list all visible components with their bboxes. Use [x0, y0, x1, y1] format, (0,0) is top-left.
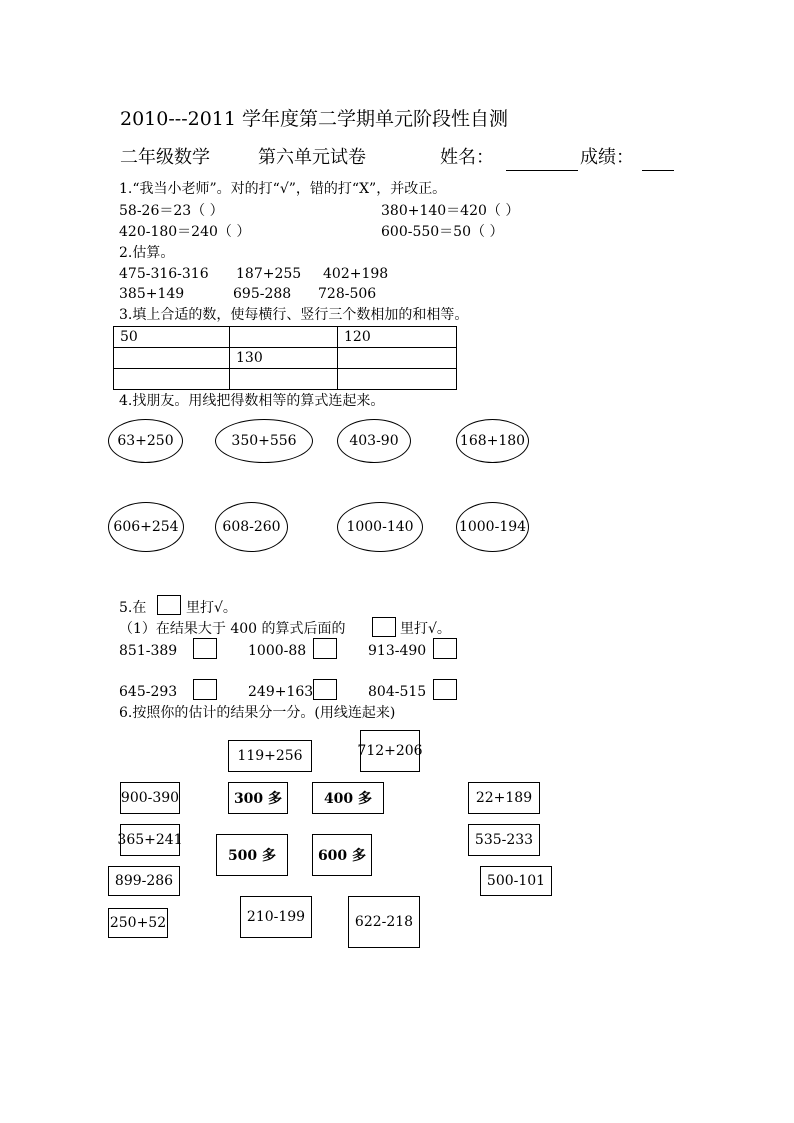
score-label: 成绩：: [580, 147, 634, 168]
expression-box[interactable]: 900-390: [120, 782, 180, 814]
expression-oval[interactable]: 63+250: [108, 419, 183, 463]
expression-box[interactable]: 250+52: [108, 908, 168, 938]
grid-cell[interactable]: [338, 369, 457, 390]
answer-checkbox[interactable]: [193, 679, 217, 700]
expression-box[interactable]: 535-233: [468, 824, 540, 856]
category-box-500[interactable]: 500 多: [216, 834, 288, 876]
grid-cell[interactable]: [230, 327, 338, 348]
q5-expression: 645-293: [119, 684, 178, 700]
q2-expression: 728-506: [318, 286, 377, 302]
answer-checkbox[interactable]: [313, 638, 337, 659]
q2-expression: 402+198: [323, 266, 389, 282]
grid-cell[interactable]: [338, 348, 457, 369]
q1-item: 420-180＝240（ ）: [119, 224, 251, 240]
q2-heading: 2.估算。: [119, 245, 175, 261]
subject-label: 二年级数学: [120, 147, 210, 168]
magic-grid: [113, 326, 457, 390]
expression-box[interactable]: 119+256: [228, 740, 312, 772]
q2-expression: 695-288: [233, 286, 292, 302]
grid-cell[interactable]: [230, 369, 338, 390]
expression-box[interactable]: 899-286: [108, 866, 180, 896]
expression-oval[interactable]: 1000-194: [456, 502, 529, 552]
q5-expression: 249+163: [248, 684, 314, 700]
expression-oval[interactable]: 350+556: [215, 419, 313, 463]
q5-subheading-end: 里打√。: [400, 621, 451, 637]
q5-heading-start: 5.在: [119, 600, 147, 616]
q5-expression: 1000-88: [248, 643, 307, 659]
answer-checkbox[interactable]: [433, 679, 457, 700]
q2-expression: 187+255: [236, 266, 302, 282]
q5-expression: 913-490: [368, 643, 427, 659]
example-checkbox: [372, 617, 396, 637]
expression-oval[interactable]: 608-260: [215, 502, 288, 552]
expression-oval[interactable]: 1000-140: [337, 502, 423, 552]
expression-box[interactable]: 365+241: [120, 824, 180, 856]
q1-item: 600-550＝50（ ）: [381, 224, 504, 240]
grid-cell[interactable]: 50: [114, 327, 230, 348]
q1-item: 380+140＝420（ ）: [381, 203, 520, 219]
q5-expression: 851-389: [119, 643, 178, 659]
category-box-300[interactable]: 300 多: [228, 782, 288, 814]
expression-box[interactable]: 712+206: [360, 730, 420, 772]
category-box-400[interactable]: 400 多: [312, 782, 384, 814]
q1-heading: 1.“我当小老师”。对的打“√”，错的打“X”，并改正。: [119, 181, 447, 197]
grid-cell[interactable]: 120: [338, 327, 457, 348]
expression-box[interactable]: 210-199: [240, 896, 312, 938]
q5-heading-end: 里打√。: [186, 600, 237, 616]
answer-checkbox[interactable]: [313, 679, 337, 700]
q5-expression: 804-515: [368, 684, 427, 700]
answer-checkbox[interactable]: [433, 638, 457, 659]
unit-label: 第六单元试卷: [258, 147, 366, 168]
score-blank[interactable]: [642, 150, 674, 171]
expression-oval[interactable]: 168+180: [456, 419, 529, 463]
category-box-600[interactable]: 600 多: [312, 834, 372, 876]
grid-cell[interactable]: 130: [230, 348, 338, 369]
expression-box[interactable]: 622-218: [348, 896, 420, 948]
q2-expression: 475-316-316: [119, 266, 209, 282]
q5-subheading-start: （1）在结果大于 400 的算式后面的: [119, 621, 346, 637]
name-blank[interactable]: [506, 150, 578, 171]
q2-expression: 385+149: [119, 286, 185, 302]
expression-box[interactable]: 22+189: [468, 782, 540, 814]
expression-oval[interactable]: 403-90: [337, 419, 411, 463]
answer-checkbox[interactable]: [193, 638, 217, 659]
example-checkbox: [157, 595, 181, 615]
grid-cell[interactable]: [114, 348, 230, 369]
q6-heading: 6.按照你的估计的结果分一分。(用线连起来): [119, 705, 396, 721]
name-label: 姓名：: [440, 147, 494, 168]
expression-box[interactable]: 500-101: [480, 866, 552, 896]
q4-heading: 4.找朋友。用线把得数相等的算式连起来。: [119, 393, 385, 409]
q3-heading: 3.填上合适的数，使每横行、竖行三个数相加的和相等。: [119, 307, 469, 323]
grid-cell[interactable]: [114, 369, 230, 390]
q1-item: 58-26＝23（ ）: [119, 203, 224, 219]
expression-oval[interactable]: 606+254: [108, 502, 184, 552]
page-title: 2010---2011 学年度第二学期单元阶段性自测: [120, 108, 509, 130]
